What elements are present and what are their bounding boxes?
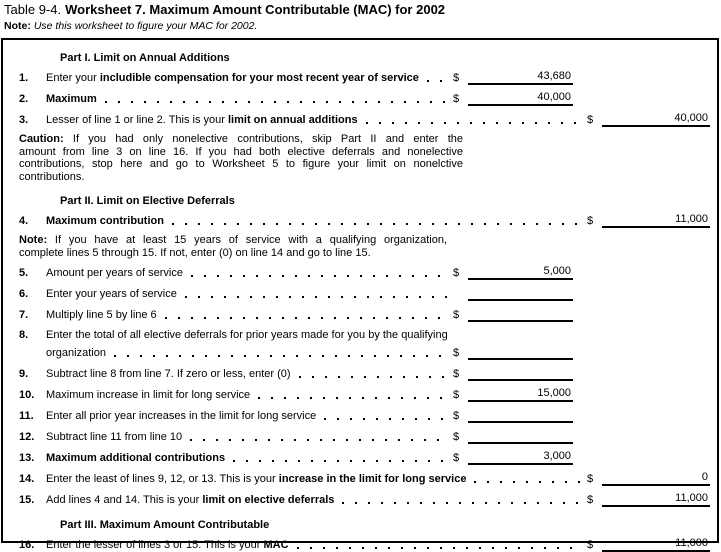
note-lead: Note: [4, 20, 31, 32]
amount-value: 11,000 [675, 492, 708, 504]
paragraph-line [19, 234, 447, 247]
dollar-sign: $ [453, 72, 460, 84]
dot-leader [366, 122, 581, 124]
dot-leader [191, 275, 447, 277]
line-label-bold: increase in the limit for long service [278, 473, 467, 485]
dollar-sign: $ [453, 410, 460, 422]
dot-leader [233, 460, 447, 462]
dot-leader [105, 101, 447, 103]
line-number: 5. [19, 267, 29, 279]
line-label [46, 93, 97, 106]
paragraph-text: If you have at least 15 years of service with a qualifying organization, [54, 234, 447, 246]
dollar-sign: $ [453, 347, 460, 359]
worksheet-line-10 [3, 387, 573, 402]
paragraph-line: contributions, stop here and go to Worksheet 5 to figure your limit on nonelctive [19, 158, 463, 170]
amount-value: 40,000 [674, 112, 708, 124]
paragraph-line: contributions. [19, 170, 85, 183]
paragraph-line: complete lines 5 through 15. If not, enter (0) on line 14 and go to line 15. [19, 246, 371, 259]
line-number: 7. [19, 309, 29, 321]
line-number: 8. [19, 329, 29, 341]
worksheet-line-2 [3, 91, 573, 106]
line-label-bold: includible compensation for your most recent year of service [99, 72, 419, 84]
amount-underline [468, 345, 573, 360]
dollar-sign: $ [453, 452, 460, 464]
caution-note [19, 133, 463, 183]
amount-value: 11,000 [675, 213, 708, 225]
line-number: 15. [19, 494, 35, 506]
worksheet-box [1, 38, 719, 551]
line-label [46, 539, 289, 552]
line-label-bold: limit on elective deferrals [202, 494, 335, 506]
dot-leader [165, 317, 447, 319]
line-number: 10. [19, 389, 35, 401]
line-label [46, 431, 182, 444]
line-label-text: Enter all prior year increases in the limit for long service [46, 410, 317, 422]
page-title [4, 2, 445, 17]
paragraph-line [19, 133, 463, 146]
dollar-sign: $ [587, 494, 594, 506]
line-label [46, 368, 291, 381]
dollar-sign: $ [453, 267, 460, 279]
line-label-bold: limit on annual additions [228, 114, 358, 126]
worksheet-line-13 [3, 450, 573, 465]
worksheet-line-7 [3, 307, 573, 322]
amount-underline [602, 471, 710, 486]
amount-underline [602, 492, 710, 507]
worksheet-title: Worksheet 7. Maximum Amount Contributable (MAC) for 2002 [65, 2, 446, 17]
line-label [46, 309, 157, 322]
part-heading: Part II. Limit on Elective Deferrals [60, 195, 235, 207]
amount-underline [468, 408, 573, 423]
line-number: 6. [19, 288, 29, 300]
dollar-sign: $ [453, 431, 460, 443]
line-number: 11. [19, 410, 34, 422]
amount-value: 5,000 [543, 265, 571, 277]
line-label [46, 215, 164, 228]
worksheet-line-16 [3, 537, 710, 552]
line-number: 12. [19, 431, 35, 443]
dot-leader [185, 296, 447, 298]
line-label [46, 410, 316, 423]
line-label [46, 72, 419, 85]
amount-underline [602, 213, 710, 228]
part-heading: Part I. Limit on Annual Additions [60, 52, 230, 64]
line-number: 14. [19, 473, 35, 485]
line-number: 4. [19, 215, 29, 227]
line-label-text: Add lines 4 and 14. This is your [46, 494, 203, 506]
amount-value: 11,000 [675, 537, 708, 549]
line-label-text: Multiply line 5 by line 6 [46, 309, 157, 321]
line-label [46, 389, 250, 402]
worksheet-line-6 [3, 286, 573, 301]
worksheet-line-11 [3, 408, 573, 423]
amount-underline [468, 70, 573, 85]
dot-leader [190, 439, 447, 441]
line-label [46, 452, 225, 465]
line-label: Enter the total of all elective deferrals for prior years made for you by the qualifying [46, 329, 448, 341]
paragraph-line: amount from line 3 on line 16. If you had both elective deferrals and nonelective [19, 145, 463, 158]
amount-underline [468, 91, 573, 106]
amount-underline [602, 112, 710, 127]
line-number: 16. [19, 539, 35, 551]
amount-underline [468, 307, 573, 322]
dot-leader [114, 355, 447, 357]
line-label [46, 494, 334, 507]
worksheet-line-8-cont [3, 345, 573, 360]
amount-value: 40,000 [537, 91, 571, 103]
line-label-text: Enter your years of service [46, 288, 177, 300]
line-label-text: Subtract line 8 from line 7. If zero or less, enter (0) [46, 368, 291, 380]
line-label-bold: Maximum contribution [46, 215, 164, 227]
amount-value: 43,680 [537, 70, 571, 82]
worksheet-line-4 [3, 213, 710, 228]
worksheet-line-9 [3, 366, 573, 381]
dot-leader [299, 376, 447, 378]
line-label-text: Subtract line 11 from line 10 [46, 431, 183, 443]
amount-underline [468, 429, 573, 444]
dollar-sign: $ [587, 539, 594, 551]
dollar-sign: $ [587, 215, 594, 227]
line-label [46, 347, 106, 360]
line-label-text: Maximum increase in limit for long service [46, 389, 251, 401]
line-label-text: Enter your [46, 72, 100, 84]
page-header [4, 2, 445, 32]
amount-value: 0 [701, 471, 708, 483]
amount-underline [468, 450, 573, 465]
dollar-sign: $ [453, 389, 460, 401]
part-heading: Part III. Maximum Amount Contributable [60, 519, 270, 531]
table-number: Table 9-4. [4, 2, 62, 17]
line-label [46, 288, 177, 301]
dollar-sign: $ [587, 473, 594, 485]
amount-value: 15,000 [537, 387, 571, 399]
worksheet-line-12 [3, 429, 573, 444]
dot-leader [297, 547, 581, 549]
dot-leader [427, 80, 447, 82]
line-label-text: Lesser of line 1 or line 2. This is your [46, 114, 228, 126]
dollar-sign: $ [453, 309, 460, 321]
dollar-sign: $ [453, 93, 460, 105]
line-label-bold: MAC [263, 539, 289, 551]
line-label-text: Enter the least of lines 9, 12, or 13. This is your [46, 473, 279, 485]
line-label [46, 473, 466, 486]
line-number: 2. [19, 93, 29, 105]
worksheet-line-3 [3, 112, 710, 127]
dot-leader [324, 418, 447, 420]
line-label [46, 114, 358, 127]
dot-leader [258, 397, 447, 399]
line-number: 3. [19, 114, 29, 126]
worksheet-line-8 [3, 328, 717, 343]
dollar-sign: $ [587, 114, 594, 126]
amount-underline [468, 366, 573, 381]
line-label-text: Amount per years of service [46, 267, 183, 279]
line-label [46, 267, 183, 280]
worksheet-line-14 [3, 471, 710, 486]
worksheet-line-1 [3, 70, 573, 85]
dot-leader [172, 223, 581, 225]
line-label-bold: Maximum [46, 93, 97, 105]
amount-underline [602, 537, 710, 552]
worksheet-line-15 [3, 492, 710, 507]
line-label-text: Enter the lesser of lines 3 or 15. This is your [46, 539, 264, 551]
worksheet-note [4, 20, 445, 32]
amount-value: 3,000 [543, 450, 571, 462]
paragraph-lead: Note: [19, 234, 48, 246]
dot-leader [342, 502, 581, 504]
note-text: Use this worksheet to figure your MAC for 2002. [33, 20, 258, 32]
line-number: 9. [19, 368, 29, 380]
amount-underline [468, 265, 573, 280]
paragraph-lead: Caution: [19, 133, 64, 145]
instruction-note [19, 234, 447, 259]
line-number: 1. [19, 72, 29, 84]
line-label-text: organization [46, 347, 106, 359]
amount-underline [468, 286, 573, 301]
dollar-sign: $ [453, 368, 460, 380]
amount-underline [468, 387, 573, 402]
dot-leader [474, 481, 581, 483]
line-label-bold: Maximum additional contributions [46, 452, 226, 464]
worksheet-line-5 [3, 265, 573, 280]
paragraph-text: If you had only nonelective contributions, skip Part II and enter the [72, 133, 463, 145]
line-number: 13. [19, 452, 35, 464]
